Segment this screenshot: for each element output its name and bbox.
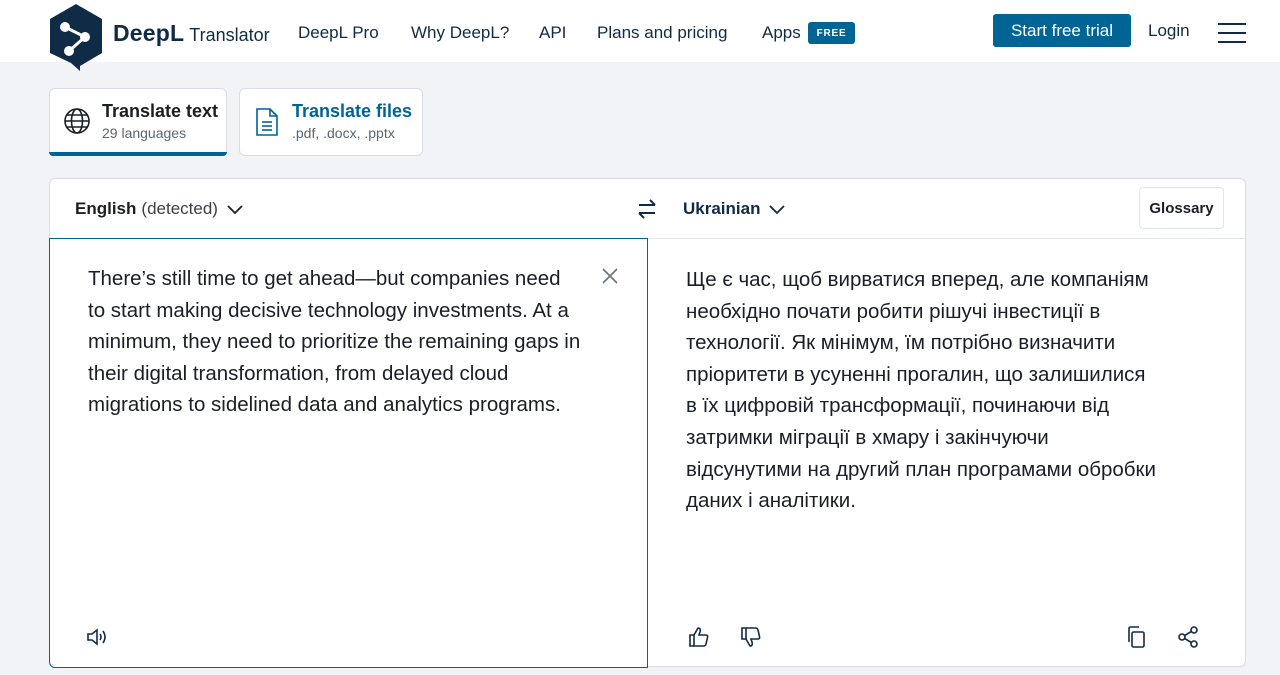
free-badge: FREE [808, 22, 855, 44]
tab-subtitle: 29 languages [102, 125, 187, 141]
tab-subtitle: .pdf, .docx, .pptx [292, 125, 395, 141]
detected-label: (detected) [141, 199, 218, 218]
tab-translate-text[interactable] [49, 88, 227, 156]
nav-apps[interactable]: Apps [762, 23, 801, 42]
close-icon[interactable] [601, 267, 619, 285]
login-link[interactable]: Login [1148, 21, 1190, 40]
speaker-icon[interactable] [86, 627, 108, 647]
source-language: English [75, 199, 137, 218]
nav-api[interactable]: API [539, 23, 567, 42]
brand-name: DeepL [113, 20, 185, 46]
brand[interactable] [113, 20, 270, 47]
chevron-down-icon [226, 203, 244, 215]
thumbs-down-icon[interactable] [739, 625, 763, 649]
hamburger-menu-icon[interactable] [1218, 22, 1246, 42]
share-icon[interactable] [1176, 625, 1200, 649]
nav-why-deepl[interactable]: Why DeepL? [411, 23, 510, 42]
source-language-select[interactable] [75, 199, 244, 219]
swap-languages-icon[interactable] [636, 197, 658, 221]
globe-icon [63, 107, 91, 135]
tab-title: Translate files [292, 101, 413, 121]
source-text[interactable]: There’s still time to get ahead—but companies need to start making decisive technology investments. At a minimum, they need to prioritize the remaining gaps in their digital transformation, from delayed cloud migrations to sidelined data and analytics programs. [88, 267, 581, 417]
source-text-area[interactable] [49, 238, 648, 668]
deepl-logo[interactable] [47, 3, 105, 71]
tab-translate-files[interactable] [239, 88, 423, 156]
tab-title: Translate text [102, 101, 219, 121]
document-icon [254, 107, 280, 137]
glossary-button[interactable]: Glossary [1139, 187, 1224, 229]
top-header [0, 0, 1280, 62]
translated-text: Ще є час, щоб вирватися вперед, але компаніям необхідно почати робити рішучі інвестиції в технології. Як мінімум, їм потрібно визначити пріоритети в усуненні прогалин, що залишилися в їх цифровій трансформації, починаючи від затримки міграції в хмару і закінчуючи відсунутими на другий план програмами обробки даних і аналітики. [686, 268, 1156, 513]
thumbs-up-icon[interactable] [687, 625, 711, 649]
active-tab-indicator [49, 152, 227, 156]
copy-icon[interactable] [1124, 625, 1148, 649]
brand-subtitle: Translator [189, 25, 270, 45]
nav-deepl-pro[interactable]: DeepL Pro [298, 23, 379, 42]
target-language: Ukrainian [683, 199, 761, 218]
chevron-down-icon [768, 203, 786, 215]
translator-panel [49, 178, 1246, 667]
start-free-trial-button[interactable]: Start free trial [993, 14, 1131, 47]
target-language-select[interactable] [683, 199, 786, 219]
nav-plans-pricing[interactable]: Plans and pricing [597, 23, 728, 42]
